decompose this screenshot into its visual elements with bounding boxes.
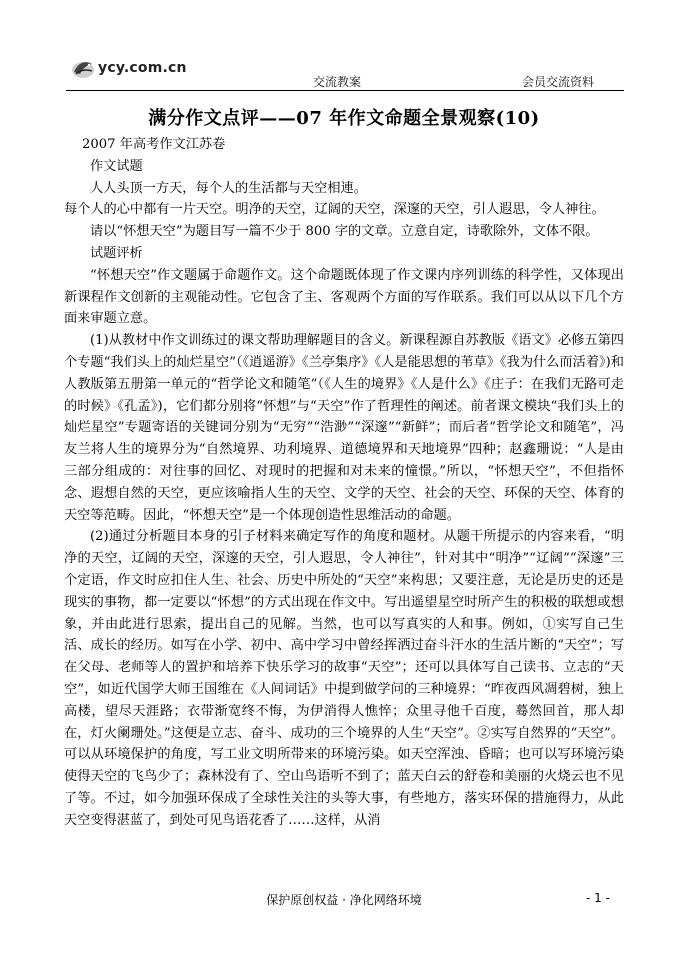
site-logo[interactable] — [70, 54, 190, 84]
footer-slogan: 保护原创权益 · 净化网络环境 — [266, 893, 422, 907]
exam-label: 2007 年高考作文江苏卷 — [82, 137, 226, 152]
nav-link-teaching-plans[interactable]: 交流教案 — [313, 75, 362, 89]
question-paragraph: 每个人的心中都有一片天空。明净的天空，辽阔的天空，深邃的天空，引人遐思，令人神往。 — [64, 202, 605, 218]
section-heading-question: 作文试题 — [90, 158, 143, 174]
question-paragraph: 人人头顶一方天，每个人的生活都与天空相連。 — [90, 180, 367, 196]
nav-link-member-materials[interactable]: 会员交流资料 — [522, 75, 595, 89]
question-paragraph: 请以“怀想天空”为题目写一篇不少于 800 字的文章。立意自定，诗歌除外，文体不限。 — [90, 224, 599, 240]
page-title: 满分作文点评——07 年作文命题全景观察(10) — [148, 108, 540, 129]
page-number: - 1 - — [586, 891, 610, 905]
logo-text: ycy.com.cn — [98, 60, 187, 76]
article-body — [64, 134, 624, 832]
header-divider — [66, 90, 624, 91]
bird-logo-icon — [70, 56, 96, 80]
analysis-paragraph: (1)从教材中作文训练过的课文帮助理解题目的含义。新课程源自苏教版《语文》必修五第四个专题“我们头上的灿烂星空”（《逍遥游》《兰亭集序》《人是能思想的苇草》《我为什么而活着》)和人教版第五册第一单元的“哲学论文和随笔”（《人生的境界》《人是什么》《庄子：在我们无路可走的时候》《孔孟》)，它们都分别将“怀想”与“天空”作了哲理性的阐述。前者课文模块“我们头上的灿烂星空”专题寄语的关键词分别为“无穷”“浩渺”“深邃”“新鲜”；而后者“哲学论文和随笔”，冯友兰将人生的境界分为“自然境界、功利境界、道德境界和天地境界”四种；赵鑫珊说：“人是由三部分组成的：对往事的回忆、对现时的把握和对未来的憧憬。”所以，“怀想天空”，不但指怀念、遐想自然的天空，更应该喻指人生的天空、文学的天空、社会的天空、环保的天空、体育的天空等范畴。因此，“怀想天空”是一个体现创造性思维活动的命题。 — [64, 333, 624, 523]
analysis-paragraph: “怀想天空”作文题属于命题作文。这个命题既体现了作文课内序列训练的科学性，又体现出新课程作文创新的主观能动性。它包含了主、客观两个方面的写作联系。我们可以从以下几个方面来审题立意。 — [64, 267, 624, 327]
analysis-paragraph: (2)通过分析题目本身的引子材料来确定写作的角度和题材。从题干所提示的内容来看，“明净的天空，辽阔的天空，深邃的天空，引人遐思，令人神往”，针对其中“明净”“辽阔”“深邃”三个定语，作文时应扣住人生、社会、历史中所处的“天空”来构思；又要注意，无论是历史的还是现实的事物，都一定要以“怀想”的方式出现在作文中。写出遥望星空时所产生的积极的联想或想象，并由此进行思索，提出自己的见解。当然，也可以写真实的人和事。例如，①实写自己生活、成长的经历。如写在小学、初中、高中学习中曾经挥洒过奋斗汗水的生活片断的“天空”；写在父母、老师等人的置护和培养下快乐学习的故事“天空”；还可以具体写自己读书、立志的“天空”，如近代国学大师王国维在《人间词话》中提到做学问的三种境界：“昨夜西风凋碧树，独上高楼，望尽天涯路；衣带渐宽终不悔，为伊消得人憔悴；众里寻他千百度，蓦然回首，那人却在，灯火阑珊处。”这便是立志、奋斗、成功的三个境界的人生“天空”。②实写自然界的“天空”。可以从环境保护的角度，写工业文明所带来的环境污染。如天空浑浊、昏暗；也可以写环境污染使得天空的飞鸟少了；森林没有了、空山鸟语听不到了；蓝天白云的舒卷和美丽的火烧云也不见了等。不过，如今加强环保成了全球性关注的头等大事，有些地方，落实环保的措施得力，从此天空变得湛蓝了，到处可见鸟语花香了……这样，从消 — [64, 529, 624, 828]
section-heading-analysis: 试题评析 — [90, 245, 143, 261]
